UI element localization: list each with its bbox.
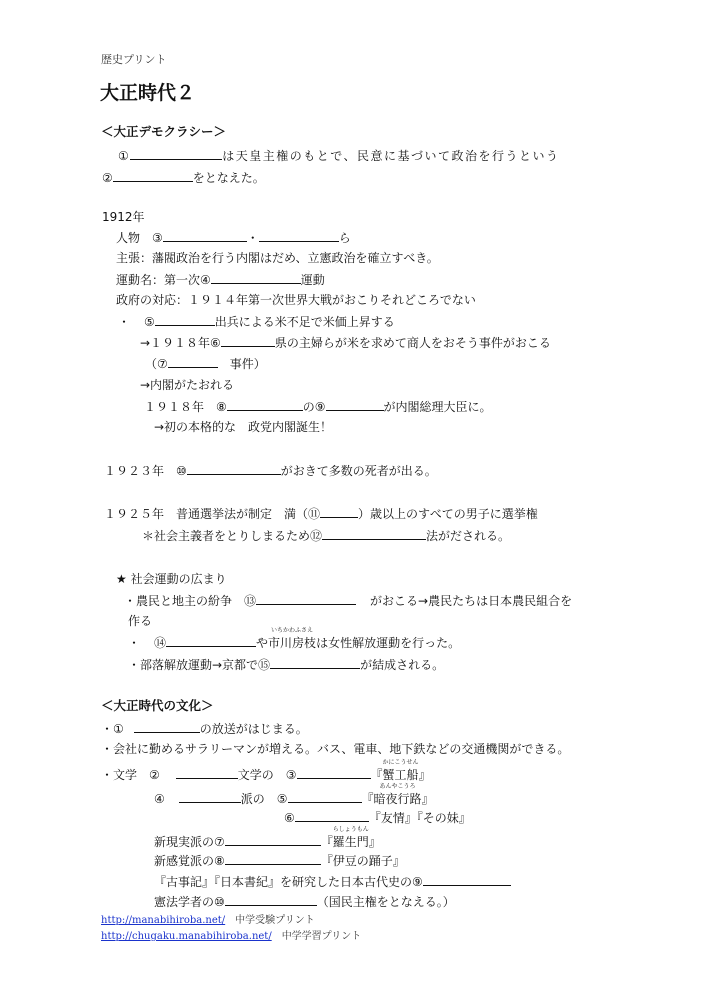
- literature-line-10: 憲法学者の⑩ （国民主権をとなえる。）: [154, 895, 455, 909]
- year-1923-line: １９２３年 ⑩ がおきて多数の死者が出る。: [104, 464, 437, 478]
- blank-7[interactable]: [168, 355, 218, 368]
- blank-9[interactable]: [326, 398, 384, 411]
- bullet-5-line: ・ ⑤ 出兵による米不足で米価上昇する: [118, 315, 395, 329]
- section-heading-culture: ＜大正時代の文化＞: [101, 698, 214, 713]
- social-line-15: ・部落解放運動→京都で⑮ が結成される。: [128, 658, 445, 672]
- blank-c9[interactable]: [423, 873, 511, 886]
- footer-line-2: http://chugaku.manabihiroba.net/ 中学学習プリント: [101, 931, 362, 942]
- blank-c1[interactable]: [134, 720, 200, 733]
- literature-line-4-5: ④ 派の ⑤ 『 あんやこうろ 暗夜行路』: [154, 783, 434, 806]
- party-cabinet-line: →初の本格的な 政党内閣誕生！: [154, 420, 333, 434]
- blank-11[interactable]: [320, 505, 358, 518]
- cabinet-fall-line: →内閣がたおれる: [140, 378, 235, 392]
- arrow-6-line: →１９１８年⑥ 県の主婦らが米を求めて商人をおそう事件がおこる: [140, 336, 551, 350]
- page-header: 歴史プリント: [101, 53, 167, 66]
- blank-2[interactable]: [113, 169, 193, 182]
- blank-10[interactable]: [187, 462, 281, 475]
- social-movement-heading: ★ 社会運動の広まり: [116, 572, 227, 586]
- culture-line-2: ・会社に勤めるサラリーマンが増える。バス、電車、地下鉄などの交通機関ができる。: [101, 742, 570, 756]
- blank-c3[interactable]: [297, 766, 371, 779]
- person-line: 人物 ③ ・ ら: [116, 231, 351, 245]
- blank-1[interactable]: [130, 147, 222, 160]
- response-line: 政府の対応：１９１４年第一次世界大戦がおこりそれどころでない: [116, 293, 476, 307]
- democracy-line-2: ② をとなえた。: [102, 171, 265, 185]
- blank-c7[interactable]: [225, 833, 321, 846]
- year-1912: 1912年: [102, 210, 145, 224]
- paren-7-line: （⑦ 事件）: [145, 357, 266, 371]
- blank-6[interactable]: [221, 334, 275, 347]
- pm-line: １９１８年 ⑧ の⑨ が内閣総理大臣に。: [144, 400, 492, 414]
- footer-line-1: http://manabihiroba.net/ 中学受験プリント: [101, 915, 315, 926]
- literature-line-2-3: ・文学 ② 文学の ③ 『 かにこうせん 蟹工船』: [101, 759, 431, 782]
- blank-12[interactable]: [322, 527, 426, 540]
- movement-line: 運動名：第一次④ 運動: [116, 273, 325, 287]
- blank-13[interactable]: [256, 592, 356, 605]
- blank-14[interactable]: [166, 634, 256, 647]
- ruby-kanikosen: かにこうせん: [382, 759, 419, 766]
- footer-link-1[interactable]: http://manabihiroba.net/: [101, 915, 226, 926]
- section-heading-democracy: ＜大正デモクラシー＞: [101, 124, 227, 139]
- public-order-line: ＊社会主義者をとりしまるため⑫ 法がだされる。: [142, 529, 511, 543]
- footer-link-2[interactable]: http://chugaku.manabihiroba.net/: [101, 931, 272, 942]
- social-line-13-cont: 作る: [128, 614, 153, 628]
- social-line-14: ・ ⑭ や いちかわふさえ 市川房枝は女性解放運動を行った。: [128, 627, 461, 650]
- literature-line-8: 新感覚派の⑧ 『伊豆の踊子』: [154, 854, 405, 868]
- ruby-ichikawa: いちかわふさえ: [271, 627, 314, 634]
- blank-15[interactable]: [270, 656, 360, 669]
- ruby-anyakoro: あんやこうろ: [379, 783, 416, 790]
- blank-3b[interactable]: [259, 229, 339, 242]
- blank-4[interactable]: [211, 271, 301, 284]
- page-title: 大正時代２: [100, 82, 196, 104]
- blank-c5[interactable]: [288, 790, 362, 803]
- blank-c10[interactable]: [225, 893, 317, 906]
- blank-5[interactable]: [155, 313, 215, 326]
- ruby-rashomon: らしょうもん: [332, 826, 369, 833]
- blank-c6[interactable]: [295, 809, 369, 822]
- literature-line-7: 新現実派の⑦ 『 らしょうもん 羅生門』: [154, 826, 381, 849]
- culture-line-1: ・① の放送がはじまる。: [101, 722, 308, 736]
- blank-8[interactable]: [227, 398, 303, 411]
- year-1925-line: １９２５年 普通選挙法が制定 満（⑪ ）歳以上のすべての男子に選挙権: [104, 507, 538, 521]
- blank-c8[interactable]: [225, 852, 321, 865]
- blank-3a[interactable]: [163, 229, 247, 242]
- blank-c2[interactable]: [176, 766, 238, 779]
- democracy-line-1: ① は天皇主権のもとで、民意に基づいて政治を行うという: [118, 149, 560, 163]
- blank-c4[interactable]: [179, 790, 241, 803]
- literature-line-9: 『古事記』『日本書紀』を研究した日本古代史の⑨: [154, 873, 511, 890]
- literature-line-6: ⑥ 『友情』『その妹』: [284, 811, 471, 825]
- social-line-13: ・農民と地主の紛争 ⑬ がおこる→農民たちは日本農民組合を: [124, 594, 573, 608]
- claim-line: 主張：藩閥政治を行う内閣はだめ、立憲政治を確立すべき。: [116, 251, 439, 265]
